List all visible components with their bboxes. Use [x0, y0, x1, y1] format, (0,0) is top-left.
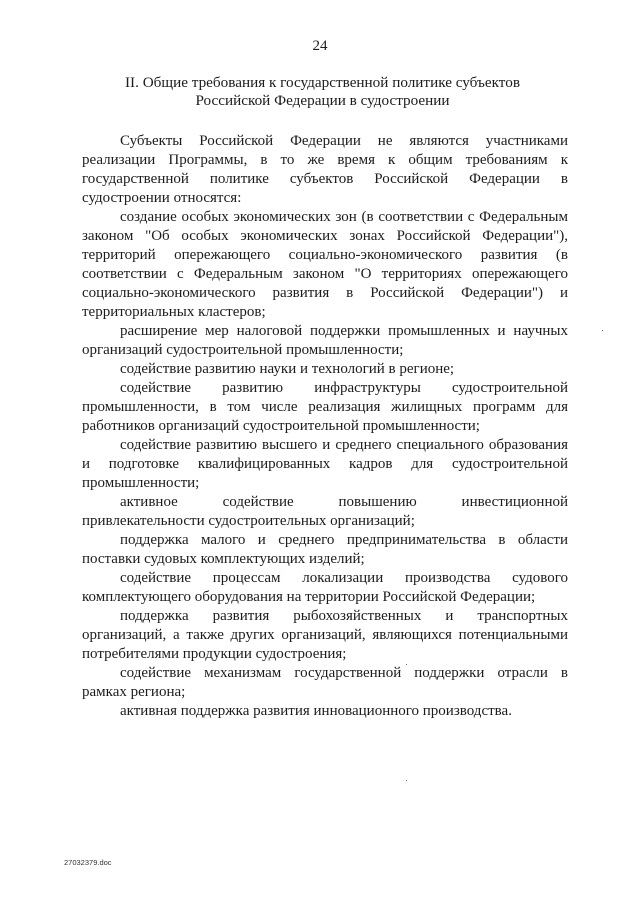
paragraph-fishery: поддержка развития рыбохозяйственных и транспортных организаций, а также других организаций, являющихся потенциальными потребителями продукции судостроения; — [82, 608, 568, 662]
paragraph-tax-support: расширение мер налоговой поддержки промышленных и научных организаций судостроительной промышленности; — [82, 323, 568, 358]
scan-speck — [602, 330, 603, 331]
paragraph-investment: активное содействие повышению инвестиционной привлекательности судостроительных организаций; — [82, 494, 568, 529]
paragraph-localization: содействие процессам локализации производства судового комплектующего оборудования на территории Российской Федерации; — [82, 570, 568, 605]
paragraph-intro: Субъекты Российской Федерации не являются участниками реализации Программы, в то же время к общим требованиям к государственной политике субъектов Российской Федерации в судостроении относятся: — [82, 133, 568, 206]
paragraph-infrastructure: содействие развитию инфраструктуры судостроительной промышленности, в том числе реализация жилищных программ для работников организаций судостроительной промышленности; — [82, 380, 568, 434]
paragraph-special-zones: создание особых экономических зон (в соответствии с Федеральным законом "Об особых экономических зонах Российской Федерации"), территорий опережающего социально-экономического развития (в соответствии с Федеральным законом "О территориях опережающего социально-экономического развития в Российской Федерации") и территориальных кластеров; — [82, 209, 568, 320]
document-filename: 27032379.doc — [64, 858, 112, 867]
section-heading-line-1: II. Общие требования к государственной политике субъектов — [125, 74, 520, 91]
section-heading-line-2: Российской Федерации в судостроении — [195, 92, 450, 109]
paragraph-science: содействие развитию науки и технологий в регионе; — [120, 361, 455, 377]
section-heading — [80, 74, 565, 110]
paragraph-small-business: поддержка малого и среднего предпринимательства в области поставки судовых комплектующих изделий; — [82, 532, 568, 567]
scan-speck — [406, 664, 407, 665]
paragraph-innovation: активная поддержка развития инновационного производства. — [120, 703, 512, 719]
scan-speck — [406, 780, 407, 781]
document-body — [82, 132, 568, 721]
paragraph-state-support: содействие механизмам государственной поддержки отрасли в рамках региона; — [82, 665, 568, 700]
paragraph-education: содействие развитию высшего и среднего специального образования и подготовке квалифицированных кадров для судостроительной промышленности; — [82, 437, 568, 491]
page-number: 24 — [312, 38, 328, 54]
